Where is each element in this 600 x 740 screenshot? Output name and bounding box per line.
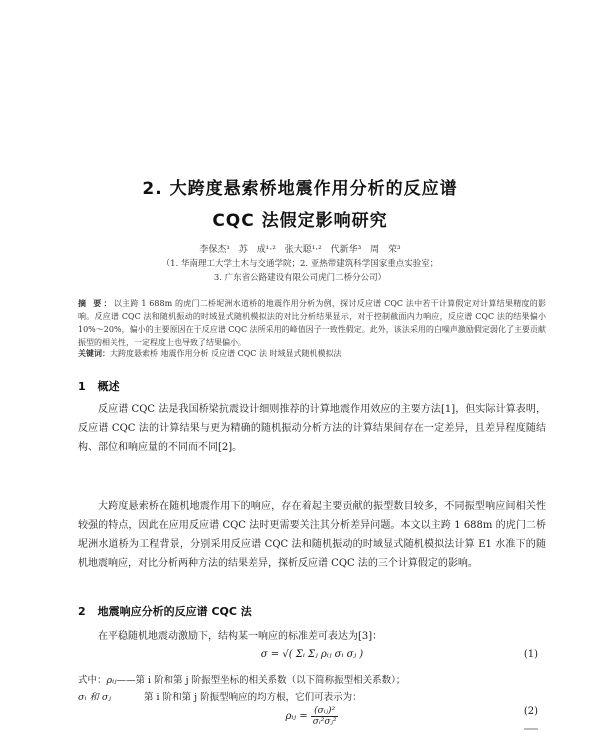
section-title: 概述 xyxy=(97,380,120,393)
definition-text-1: ——第 i 阶和第 j 阶振型坐标的相关系数（以下简称振型相关系数）； xyxy=(116,675,406,686)
equation-2-denominator: σᵢ²σⱼ² xyxy=(312,717,337,727)
definition-prefix: 式中： xyxy=(78,675,107,686)
equation-2 xyxy=(78,706,546,726)
section-title: 地震响应分析的反应谱 CQC 法 xyxy=(97,605,252,618)
section-number: 2 xyxy=(78,605,86,618)
keywords xyxy=(78,348,546,359)
section1-paragraph-1: 反应谱 CQC 法是我国桥梁抗震设计细则推荐的计算地震作用效应的主要方法[1]，但实际计算表明，反应谱 CQC 法的计算结果与更为精确的随机振动分析方法的计算结果间存在一定差异，且差异程度随结构、部位和响应量的不同而不同[2]。 xyxy=(78,404,546,453)
equation-2-fraction xyxy=(311,706,339,727)
definition-text-2: 第 i 阶和第 j 阶振型响应的均方根，它们可表示为： xyxy=(144,692,362,703)
paper-title-line1: 2. 大跨度悬索桥地震作用分析的反应谱 xyxy=(142,179,458,199)
paper-title-line2: CQC 法假定影响研究 xyxy=(212,211,388,231)
equation-2-lhs: ρᵢⱼ = xyxy=(285,711,308,722)
equation-1-body: σ = √( Σᵢ Σⱼ ρᵢⱼ σᵢ σⱼ ) xyxy=(260,649,364,660)
affiliation-line1: （1. 华南理工大学土木与交通学院；2. 亚热带建筑科学国家重点实验室； xyxy=(161,259,439,269)
abstract xyxy=(78,297,546,349)
definition-term-sigma: σᵢ 和 σⱼ xyxy=(78,692,111,703)
definition-term-rho: ρᵢⱼ xyxy=(106,675,117,686)
affiliation-line2: 3. 广东省公路建设有限公司虎门二桥分公司） xyxy=(213,273,387,283)
section-heading-1 xyxy=(78,378,120,394)
equation-1-number: (1) xyxy=(523,649,538,660)
section1-paragraph-2: 大跨度悬索桥在随机地震作用下的响应，存在着起主要贡献的振型数目较多，不同振型响应间相关性较强的特点，因此在应用反应谱 CQC 法时更需要关注其分析差异问题。本文以主跨 1 688m 的虎门二桥坭洲水道桥为工程背景，分别采用反应谱 CQC 法和随机振动的时域显式随机模拟法计算 E1 水准下的随机地震响应，对比分析两种方法的结果差异，探析反应谱 CQC 法的三个计算假定的影响。 xyxy=(78,501,546,569)
keywords-text: 大跨度悬索桥 地震作用分析 反应谱 CQC 法 时域显式随机模拟法 xyxy=(110,349,342,358)
equation-2-numerator: (σᵢⱼ)² xyxy=(311,706,339,717)
definition-line-2 xyxy=(78,689,548,703)
equation-1 xyxy=(78,649,546,669)
keywords-label: 关键词： xyxy=(78,348,110,358)
section-number: 1 xyxy=(78,380,86,393)
section2-paragraph-1: 在平稳随机地震动激励下，结构某一响应的标准差可表达为[3]： xyxy=(98,631,383,642)
section-heading-2 xyxy=(78,603,252,619)
abstract-text: 以主跨 1 688m 的虎门二桥坭洲水道桥的地震作用分析为例，探讨反应谱 CQC 法中若干计算假定对计算结果精度的影响。反应谱 CQC 法和随机振动的时域显式随机模拟法的对比分析结果显示，对于控制截面内力响应，反应谱 CQC 法的结果偏小 10%～20%，偏小的主要原因在于反应谱 CQC 法所采用的峰值因子一致性假定。此外，该法采用的白噪声激励假定弱化了主要贡献振型的相关性，一定程度上也导致了结果偏小。 xyxy=(78,299,546,347)
abstract-label: 摘 要： xyxy=(78,298,114,308)
definition-line-1 xyxy=(78,672,548,686)
scan-artifact xyxy=(524,728,538,730)
equation-2-number: (2) xyxy=(523,706,538,717)
author-list: 李保杰¹ 苏 成¹·² 张大聪¹·² 代新华³ 周 荣³ xyxy=(199,245,401,255)
equation-2-body xyxy=(78,706,546,727)
